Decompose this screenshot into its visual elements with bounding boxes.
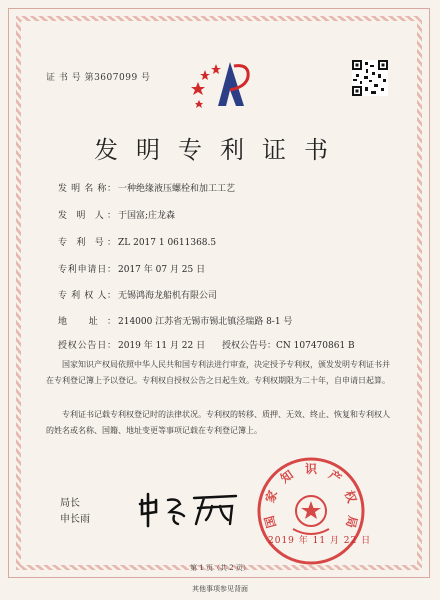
field-label: 授权公告日：: [58, 341, 116, 351]
svg-text:国: 国: [262, 514, 279, 530]
field-grant-date: [58, 338, 355, 351]
field-value-grant-number: CN 107470861 B: [276, 341, 355, 351]
body-paragraph-2: 专利证书记载专利权登记时的法律状况。专利权的转移、质押、无效、终止、恢复和专利权人的姓名或名称、国籍、地址变更等事项记载在专利登记簿上。: [46, 410, 390, 435]
field-invention-name: [58, 181, 235, 194]
field-label: 发 明 名 称：: [58, 184, 116, 194]
certificate-title: 发明专利证书: [94, 136, 346, 164]
field-address: [58, 314, 292, 327]
svg-text:识: 识: [304, 462, 318, 476]
signatory-name: 申长雨: [60, 514, 90, 525]
footer-note: 其他事项参见背面: [192, 585, 248, 593]
field-patentee: [58, 288, 217, 301]
field-value: 于国富;庄龙森: [118, 211, 176, 221]
certificate-number: 证 书 号 第3607099 号: [46, 73, 151, 83]
field-value: 2017 年 07 月 25 日: [118, 265, 206, 275]
page-indicator: 第 1 页（共 2 页）: [190, 564, 250, 572]
signatory-title: 局长: [60, 498, 80, 509]
signatory-block: [60, 496, 90, 528]
field-label: 地 址：: [58, 317, 116, 327]
patent-office-emblem-icon: [188, 60, 258, 108]
field-value: 无锡鸿海龙船机有限公司: [118, 291, 218, 301]
svg-text:局: 局: [343, 514, 360, 530]
field-label: 发 明 人：: [58, 211, 116, 221]
svg-text:知: 知: [277, 467, 296, 486]
field-value: ZL 2017 1 0611368.5: [118, 238, 217, 248]
official-seal: [255, 455, 367, 567]
qr-code: [352, 60, 388, 96]
handwritten-signature: [134, 490, 244, 534]
field-label: 专利申请日：: [58, 265, 116, 275]
svg-text:产: 产: [326, 467, 345, 486]
field-label-grant-number: 授权公告号：: [222, 341, 277, 351]
svg-text:家: 家: [262, 488, 281, 505]
field-value: 2019 年 11 月 22 日: [118, 341, 206, 351]
field-label: 专 利 号：: [58, 238, 116, 248]
svg-text:权: 权: [341, 488, 360, 505]
seal-date: 2019 年 11 月 22 日: [268, 536, 372, 546]
field-label: 专 利 权 人：: [58, 291, 116, 301]
field-patent-number: [58, 235, 216, 248]
field-value: 214000 江苏省无锡市锡北镇泾瑞路 8-1 号: [118, 317, 293, 327]
field-inventor: [58, 208, 175, 221]
field-application-date: [58, 262, 205, 275]
field-value: 一种绝缘液压螺栓和加工工艺: [118, 184, 236, 194]
body-paragraph-1: 国家知识产权局依照中华人民共和国专利法进行审查，决定授予专利权，颁发发明专利证书并在专利登记簿上予以登记。专利权自授权公告之日起生效。专利权期限为二十年，自申请日起算。: [46, 360, 390, 385]
